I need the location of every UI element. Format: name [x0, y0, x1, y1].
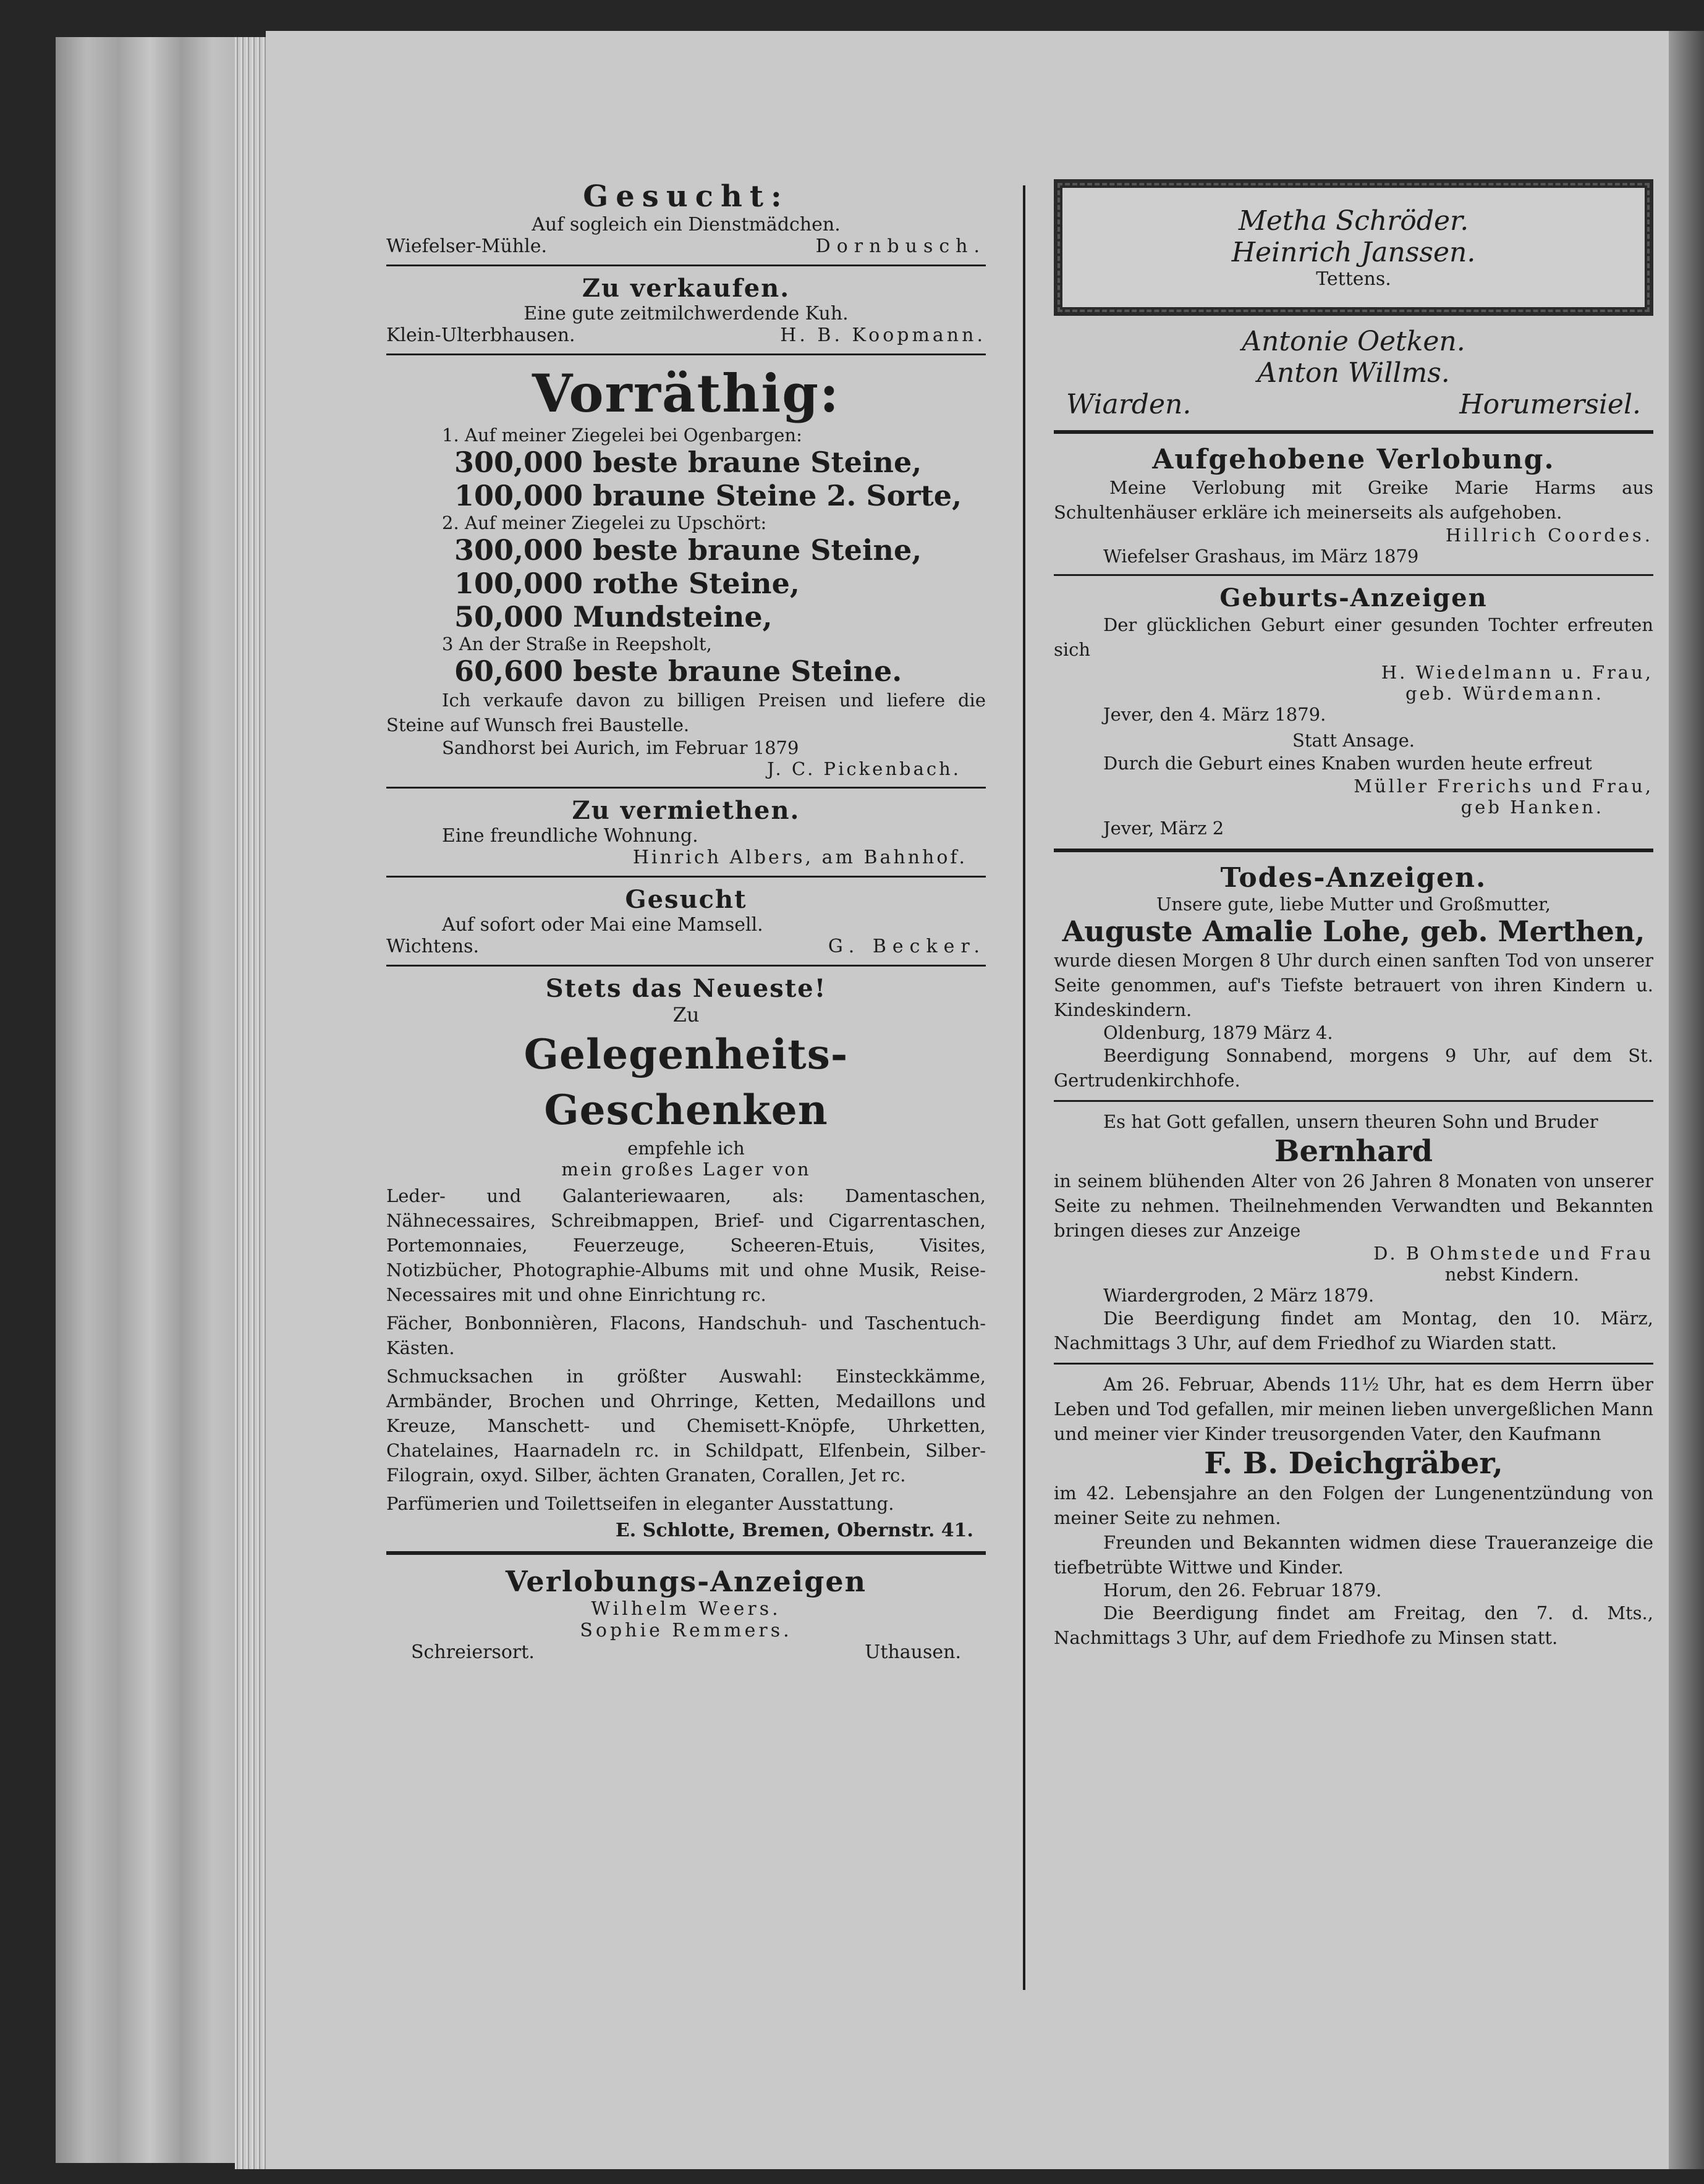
- ad-place: Wiarden.: [1066, 389, 1192, 420]
- ad-name: Metha Schröder.: [1238, 205, 1469, 237]
- stock-line: 100,000 braune Steine 2. Sorte,: [454, 479, 962, 512]
- divider: [1054, 430, 1653, 434]
- ad-signature: Müller Frerichs und Frau,: [1354, 776, 1653, 797]
- book-page-block: [56, 37, 266, 2163]
- ad-signature: H. B. Koopmann.: [780, 324, 986, 346]
- ad-name: Auguste Amalie Lohe, geb. Merthen,: [1062, 915, 1645, 948]
- ad-text: Meine Verlobung mit Greike Marie Harms aus Schultenhäuser erkläre ich meinerseits als aufgehoben.: [1054, 477, 1653, 523]
- ad-signature: D. B Ohmstede und Frau: [1373, 1243, 1653, 1264]
- ad-gesucht-mamsell: [386, 885, 986, 957]
- divider: [386, 265, 986, 266]
- ad-title: Zu vermiethen.: [572, 796, 800, 825]
- ad-text: Eine freundliche Wohnung.: [442, 825, 698, 847]
- ad-title: Aufgehobene Verlobung.: [1152, 444, 1555, 475]
- ad-date: Wiefelser Grashaus, im März 1879: [1103, 546, 1419, 567]
- ad-line: empfehle ich: [627, 1138, 745, 1159]
- ad-paragraph: Schmucksachen in größter Auswahl: Einsteckkämme, Armbänder, Brochen und Ohrringe, Ketten, Medaillons und Kreuze, Manschett- und Chemisett-Knöpfe, Uhrketten, Chatelaines, Haarnadeln rc. in Schildpatt, Elfenbein, Silber-Filograin, oxyd. Silber, ächten Granaten, Corallen, Jet rc.: [386, 1366, 986, 1486]
- ad-text: Beerdigung Sonnabend, morgens 9 Uhr, auf dem St. Gertrudenkirchhofe.: [1054, 1045, 1653, 1091]
- left-column: [386, 179, 986, 1663]
- stock-line: 300,000 beste braune Steine,: [454, 446, 922, 479]
- ad-signature: geb. Würdemann.: [1405, 683, 1604, 704]
- ad-text: Durch die Geburt eines Knaben wurden heute erfreut: [1103, 753, 1592, 774]
- ad-date: Horum, den 26. Februar 1879.: [1103, 1580, 1382, 1601]
- ad-name: Heinrich Janssen.: [1231, 237, 1476, 268]
- ad-signature: H. Wiedelmann u. Frau,: [1381, 662, 1653, 683]
- page-shadow: [1669, 31, 1704, 2169]
- divider: [1054, 574, 1653, 576]
- ad-title: Zu verkaufen.: [582, 274, 791, 303]
- ad-text: wurde diesen Morgen 8 Uhr durch einen sanften Tod von unserer Seite genommen, auf's Tiefste betrauert von ihren Kindern u. Kindeskindern.: [1054, 950, 1653, 1020]
- ad-signature: E. Schlotte, Bremen, Obernstr. 41.: [615, 1520, 973, 1541]
- ad-signature: G. Becker.: [828, 936, 986, 957]
- ad-verlobungs-anzeigen: [386, 1565, 986, 1663]
- ad-gelegenheits-geschenke: [386, 974, 986, 1541]
- ad-place: Wiefelser-Mühle.: [386, 235, 547, 257]
- ad-text: in seinem blühenden Alter von 26 Jahren 8 Monaten von unserer Seite zu nehmen. Theilnehmenden Verwandten und Bekannten bringen dieses zur Anzeige: [1054, 1170, 1653, 1241]
- ad-title: Verlobungs-Anzeigen: [505, 1565, 867, 1598]
- divider: [386, 876, 986, 878]
- stock-line: 50,000 Mundsteine,: [454, 600, 773, 633]
- right-column: [1054, 179, 1653, 1650]
- ad-todes-anzeigen: [1054, 862, 1653, 1650]
- ad-text: im 42. Lebensjahre an den Folgen der Lungenentzündung von meiner Seite zu nehmen.: [1054, 1483, 1653, 1528]
- ad-subtitle: Statt Ansage.: [1292, 730, 1415, 751]
- ad-date: Wiardergroden, 2 März 1879.: [1103, 1285, 1375, 1306]
- ad-text: Es hat Gott gefallen, unsern theuren Sohn und Bruder: [1103, 1111, 1598, 1132]
- ad-place: Horumersiel.: [1459, 389, 1641, 420]
- ad-title: Todes-Anzeigen.: [1220, 862, 1487, 894]
- ad-text: Die Beerdigung findet am Montag, den 10. März, Nachmittags 3 Uhr, auf dem Friedhof zu Wiarden statt.: [1054, 1308, 1653, 1353]
- ad-paragraph: Fächer, Bonbonnièren, Flacons, Handschuh- und Taschentuch-Kästen.: [386, 1313, 986, 1358]
- ad-place: Wichtens.: [386, 936, 480, 957]
- ad-text: Am 26. Februar, Abends 11½ Uhr, hat es dem Herrn über Leben und Tod gefallen, mir meinen lieben unvergeßlichen Mann und meiner vier Kinder treusorgenden Vater, den Kaufmann: [1054, 1374, 1653, 1444]
- ad-text: Auf sogleich ein Dienstmädchen.: [532, 214, 841, 235]
- ad-title: Vorräthig:: [532, 363, 840, 424]
- ad-line: 2. Auf meiner Ziegelei zu Upschört:: [442, 512, 767, 533]
- ad-line: mein großes Lager von: [561, 1159, 811, 1180]
- divider: [1054, 849, 1653, 852]
- ad-name: Antonie Oetken.: [1242, 326, 1465, 357]
- ad-text: Freunden und Bekannten widmen diese Traueranzeige die tiefbetrübte Wittwe und Kinder.: [1054, 1532, 1653, 1578]
- ad-title: Geburts-Anzeigen: [1219, 583, 1488, 612]
- divider: [386, 965, 986, 967]
- ad-line: 1. Auf meiner Ziegelei bei Ogenbargen:: [442, 425, 802, 446]
- ad-verlobung-oetken: [1054, 326, 1653, 420]
- ad-title: Gesucht:: [583, 179, 789, 214]
- ad-date: Jever, März 2: [1103, 818, 1224, 839]
- divider: [1054, 1363, 1653, 1365]
- ad-text: Eine gute zeitmilchwerdende Kuh.: [523, 303, 849, 324]
- divider: [386, 787, 986, 789]
- ad-line: 3 An der Straße in Reepsholt,: [442, 633, 712, 654]
- ornamental-frame: [1054, 179, 1653, 316]
- ad-date: Sandhorst bei Aurich, im Februar 1879: [442, 737, 799, 758]
- divider: [386, 1551, 986, 1555]
- ad-date: Oldenburg, 1879 März 4.: [1103, 1022, 1333, 1043]
- ad-zu-verkaufen: [386, 274, 986, 346]
- ad-title: Gesucht: [625, 885, 747, 914]
- ad-place: Klein-Ulterbhausen.: [386, 324, 575, 346]
- ad-place: Uthausen.: [865, 1641, 961, 1663]
- ad-signature: Hinrich Albers, am Bahnhof.: [632, 847, 967, 868]
- divider: [1054, 1100, 1653, 1102]
- ad-signature: J. C. Pickenbach.: [767, 758, 961, 779]
- ad-signature: Dornbusch.: [815, 235, 986, 257]
- ad-text: Ich verkaufe davon zu billigen Preisen und liefere die Steine auf Wunsch frei Baustelle.: [386, 690, 986, 735]
- ad-name: Anton Willms.: [1257, 357, 1450, 389]
- ad-zu-vermiethen: [386, 796, 986, 868]
- ad-name: Wilhelm Weers.: [591, 1598, 781, 1620]
- ad-gesucht-dienstmaedchen: [386, 179, 986, 257]
- ad-name: Sophie Remmers.: [580, 1620, 792, 1641]
- ad-paragraph: Parfümerien und Toilettseifen in eleganter Ausstattung.: [386, 1493, 894, 1514]
- divider: [386, 353, 986, 355]
- ad-aufgehobene-verlobung: [1054, 444, 1653, 567]
- column-divider: [1023, 185, 1025, 1990]
- ad-date: Jever, den 4. März 1879.: [1103, 704, 1326, 725]
- ad-name: Bernhard: [1274, 1134, 1433, 1169]
- ad-headline: Stets das Neueste!: [545, 974, 827, 1003]
- ad-place: Schreiersort.: [411, 1641, 535, 1663]
- ad-text: Der glücklichen Geburt einer gesunden Tochter erfreuten sich: [1054, 614, 1653, 660]
- ad-text: Auf sofort oder Mai eine Mamsell.: [442, 914, 763, 936]
- stock-line: 60,600 beste braune Steine.: [454, 654, 902, 688]
- stock-line: 300,000 beste braune Steine,: [454, 533, 922, 567]
- ad-title: Gelegenheits-Geschenken: [523, 1030, 849, 1134]
- ad-signature: Hillrich Coordes.: [1445, 525, 1653, 546]
- ad-vorraethig: [386, 363, 986, 779]
- ad-name: F. B. Deichgräber,: [1204, 1446, 1503, 1481]
- ad-line: Zu: [672, 1003, 700, 1026]
- ad-text: Unsere gute, liebe Mutter und Großmutter,: [1156, 894, 1551, 915]
- ad-signature: geb Hanken.: [1460, 797, 1604, 818]
- stock-line: 100,000 rothe Steine,: [454, 567, 800, 600]
- ad-signature: nebst Kindern.: [1444, 1264, 1579, 1285]
- ad-text: Die Beerdigung findet am Freitag, den 7. d. Mts., Nachmittags 3 Uhr, auf dem Friedhofe zu Minsen statt.: [1054, 1602, 1653, 1648]
- ad-geburts-anzeigen: [1054, 583, 1653, 839]
- ad-paragraph: Leder- und Galanteriewaaren, als: Damentaschen, Nähnecessaires, Schreibmappen, Brief- und Cigarrentaschen, Portemonnaies, Feuerzeuge, Scheeren-Etuis, Visites, Notizbücher, Photographie-Albums mit und ohne Musik, Reise-Necessaires mit und ohne Einrichtung rc.: [386, 1185, 986, 1305]
- ad-place: Tettens.: [1316, 268, 1391, 290]
